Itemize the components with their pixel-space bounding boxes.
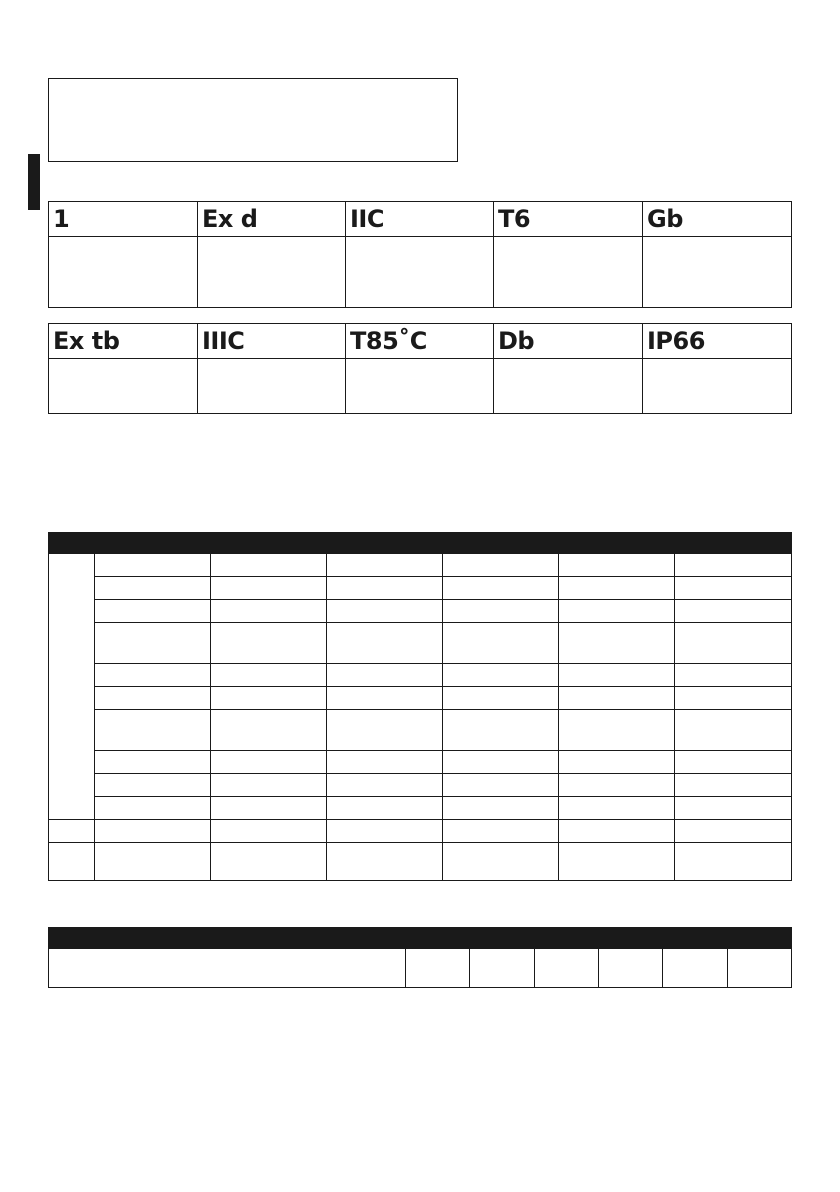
table-cell (95, 710, 211, 751)
table-cell (327, 664, 443, 687)
group-cell (49, 843, 95, 881)
table-cell (559, 623, 675, 664)
table-cell (443, 710, 559, 751)
table-cell (599, 949, 663, 988)
table-cell (95, 600, 211, 623)
table-cell (327, 577, 443, 600)
group-cell (49, 554, 95, 820)
table-cell (211, 687, 327, 710)
table-cell (211, 820, 327, 843)
table-cell (443, 623, 559, 664)
table-cell (95, 687, 211, 710)
table-cell (675, 843, 792, 881)
table-cell (443, 751, 559, 774)
marking-desc-cell (198, 237, 346, 308)
table-cell (675, 600, 792, 623)
marking-desc-cell (643, 237, 792, 308)
table-cell (95, 577, 211, 600)
marking-desc-cell (494, 359, 643, 414)
table-cell (443, 687, 559, 710)
marking-cell: IIC (346, 202, 494, 237)
marking-desc-cell (49, 359, 198, 414)
table-cell (675, 577, 792, 600)
table-cell (211, 774, 327, 797)
table-cell (443, 797, 559, 820)
table-cell (675, 751, 792, 774)
table-header-bar (49, 533, 792, 554)
group-cell (49, 820, 95, 843)
table-cell (211, 577, 327, 600)
table-cell (327, 843, 443, 881)
table-cell (95, 797, 211, 820)
table-cell (95, 843, 211, 881)
table-cell (675, 687, 792, 710)
table-cell (675, 623, 792, 664)
table-cell (675, 664, 792, 687)
table-cell (327, 600, 443, 623)
table-cell (327, 751, 443, 774)
table-cell (327, 623, 443, 664)
table-cell (559, 751, 675, 774)
table-cell (675, 710, 792, 751)
table-header-bar (49, 928, 792, 949)
table-cell (211, 664, 327, 687)
table-cell (49, 949, 406, 988)
table-cell (728, 949, 792, 988)
marking-table-gas (48, 201, 792, 308)
table-cell (443, 600, 559, 623)
table-cell (211, 710, 327, 751)
table-cell (327, 774, 443, 797)
marking-desc-cell (198, 359, 346, 414)
marking-cell: Ex tb (49, 324, 198, 359)
marking-desc-cell (346, 359, 494, 414)
table-cell (470, 949, 535, 988)
table-cell (675, 797, 792, 820)
marking-desc-cell (643, 359, 792, 414)
table-cell (95, 554, 211, 577)
table-cell (675, 820, 792, 843)
table-cell (443, 664, 559, 687)
table-cell (327, 687, 443, 710)
marking-cell: T85˚C (346, 324, 494, 359)
table-cell (675, 554, 792, 577)
table-cell (675, 774, 792, 797)
marking-cell: IP66 (643, 324, 792, 359)
table-cell (559, 820, 675, 843)
table-cell (559, 687, 675, 710)
notes-box (48, 78, 458, 162)
marking-cell: 1 (49, 202, 198, 237)
marking-cell: IIIC (198, 324, 346, 359)
page-edge-tab (28, 154, 40, 210)
table-cell (443, 554, 559, 577)
marking-desc-cell (346, 237, 494, 308)
table-cell (211, 554, 327, 577)
table-cell (211, 600, 327, 623)
table-cell (559, 664, 675, 687)
table-cell (663, 949, 728, 988)
table-cell (327, 554, 443, 577)
marking-table-dust (48, 323, 792, 414)
table-cell (559, 600, 675, 623)
marking-cell: Ex d (198, 202, 346, 237)
table-cell (327, 797, 443, 820)
spec-table (48, 532, 792, 881)
table-cell (95, 820, 211, 843)
table-cell (211, 843, 327, 881)
table-cell (559, 554, 675, 577)
marking-desc-cell (494, 237, 643, 308)
table-cell (559, 843, 675, 881)
table-cell (211, 797, 327, 820)
table-cell (95, 774, 211, 797)
table-cell (443, 843, 559, 881)
table-cell (327, 820, 443, 843)
table-cell (535, 949, 599, 988)
table-cell (559, 710, 675, 751)
table-cell (559, 797, 675, 820)
table-cell (443, 577, 559, 600)
table-cell (559, 577, 675, 600)
marking-cell: T6 (494, 202, 643, 237)
summary-table (48, 927, 792, 988)
marking-cell: Gb (643, 202, 792, 237)
table-cell (443, 820, 559, 843)
table-cell (406, 949, 470, 988)
table-cell (95, 623, 211, 664)
marking-cell: Db (494, 324, 643, 359)
table-cell (211, 751, 327, 774)
table-cell (95, 751, 211, 774)
table-cell (443, 774, 559, 797)
table-cell (211, 623, 327, 664)
table-cell (95, 664, 211, 687)
table-cell (327, 710, 443, 751)
table-cell (559, 774, 675, 797)
marking-desc-cell (49, 237, 198, 308)
